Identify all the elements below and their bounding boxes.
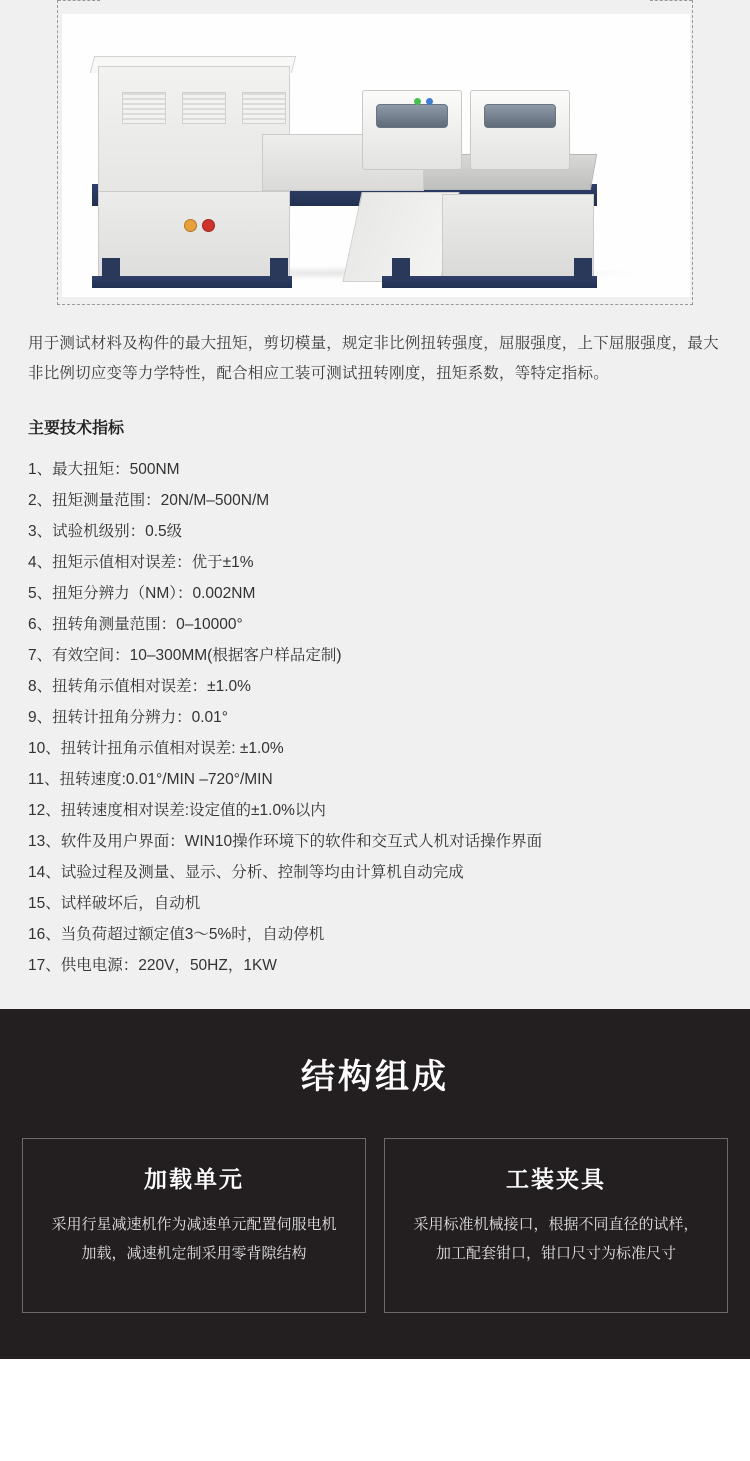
spec-item: 10、扭转计扭角示值相对误差: ±1.0% — [28, 740, 284, 757]
card-title: 加载单元 — [144, 1166, 244, 1192]
structure-card-list — [0, 1138, 750, 1313]
product-intro-text: 用于测试材料及构件的最大扭矩，剪切模量，规定非比例扭转强度，屈服强度，上下屈服强度，最大非比例切应变等力学特性，配合相应工装可测试扭转刚度，扭矩系数，等特定指标。 — [28, 335, 719, 382]
right-cabinet — [442, 194, 594, 280]
card-text: 采用标准机械接口，根据不同直径的试样，加工配套钳口，钳口尺寸为标准尺寸 — [413, 1216, 699, 1262]
orange-button-icon — [184, 219, 197, 232]
machine-leg-4 — [574, 258, 592, 280]
spec-item: 6、扭转角测量范围：0–10000° — [28, 616, 243, 633]
spec-item: 16、当负荷超过额定值3～5%时，自动停机 — [28, 926, 325, 943]
red-button-icon — [202, 219, 215, 232]
spec-item: 2、扭矩测量范围：20N/M–500N/M — [28, 492, 270, 509]
machine-leg-3 — [392, 258, 410, 280]
card-text: 采用行星减速机作为减速单元配置伺服电机加载，减速机定制采用零背隙结构 — [51, 1216, 337, 1262]
structure-section — [0, 1009, 750, 1359]
right-module-2 — [470, 90, 570, 170]
torsion-testing-machine-illustration — [62, 14, 690, 297]
spec-item: 3、试验机级别：0.5级 — [28, 523, 183, 540]
left-lower-panel — [98, 191, 290, 285]
structure-card-fixture — [384, 1138, 728, 1313]
spec-item: 11、扭转速度:0.01°/MIN –720°/MIN — [28, 771, 273, 788]
spec-item: 12、扭转速度相对误差:设定值的±1.0%以内 — [28, 802, 326, 819]
green-indicator-light — [414, 98, 421, 105]
spec-item: 1、最大扭矩：500NM — [28, 461, 180, 478]
spec-item: 8、扭转角示值相对误差：±1.0% — [28, 678, 251, 695]
right-module-1 — [362, 90, 462, 170]
spec-item: 17、供电电源：220V，50HZ，1KW — [28, 957, 277, 974]
base-beam-left — [92, 276, 292, 288]
card-title: 工装夹具 — [506, 1166, 606, 1192]
specification-body — [0, 305, 750, 981]
vent-grille-3 — [242, 92, 286, 124]
vent-grille-2 — [182, 92, 226, 124]
blue-indicator-light — [426, 98, 433, 105]
spec-item: 14、试验过程及测量、显示、分析、控制等均由计算机自动完成 — [28, 864, 464, 881]
structure-title: 结构组成 — [301, 1058, 449, 1096]
vent-grille-1 — [122, 92, 166, 124]
base-beam-right — [382, 276, 597, 288]
spec-subtitle: 主要技术指标 — [28, 420, 125, 437]
spec-item: 7、有效空间：10–300MM(根据客户样品定制) — [28, 647, 342, 664]
machine-leg-2 — [270, 258, 288, 280]
spec-item: 4、扭矩示值相对误差：优于±1% — [28, 554, 254, 571]
spec-item: 13、软件及用户界面：WIN10操作环境下的软件和交互式人机对话操作界面 — [28, 833, 543, 850]
spec-item: 9、扭转计扭角分辨力：0.01° — [28, 709, 228, 726]
product-photo — [62, 14, 690, 297]
product-photo-frame — [57, 0, 693, 305]
right-module-2-slot — [484, 104, 556, 128]
spec-list — [28, 454, 722, 981]
spec-item: 5、扭矩分辨力（NM）：0.002NM — [28, 585, 256, 602]
spec-item: 15、试样破坏后，自动机 — [28, 895, 201, 912]
structure-card-loading-unit — [22, 1138, 366, 1313]
machine-leg-1 — [102, 258, 120, 280]
right-module-1-slot — [376, 104, 448, 128]
